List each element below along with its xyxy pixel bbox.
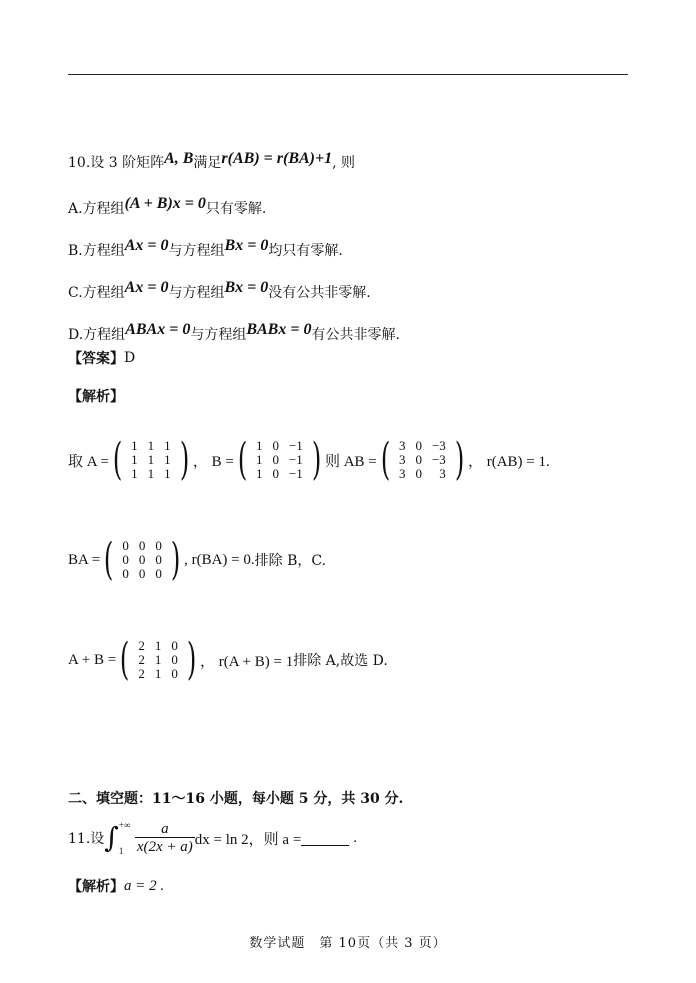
option-c-equation-2: Bx = 0 [224,279,269,296]
matrix-entry: 1 [131,452,138,467]
option-b-equation-2: Bx = 0 [224,237,269,254]
matrix-entry: 1 [154,652,162,667]
answer-blank[interactable] [301,831,349,846]
left-paren: ( [120,634,130,685]
matrix-entry: 2 [138,652,145,667]
q10-matrices: A, B [164,150,194,167]
then-ab-text: 则 AB = [324,453,377,470]
analysis-label: 【解析】 [68,389,124,405]
fraction-numerator: a [161,820,169,837]
integral-upper-limit: +∞ [118,820,131,830]
q11-analysis [68,876,164,896]
fraction-denominator: x(2x + a) [136,838,193,855]
exclude-a-text: 排除 A,故选 D. [293,653,388,669]
matrix-entry: 0 [122,566,129,581]
a-plus-b-label: A + B = [68,651,117,668]
q11-period: . [353,829,358,846]
matrix-b-label: ， B = [192,453,234,470]
take-matrix-a-text: 取 A = [68,453,109,470]
matrix-entry: 0 [155,552,162,567]
matrix-grid [394,439,451,481]
ba-label: BA = [68,551,101,568]
matrix-entry: 0 [415,466,422,481]
matrix-entry: −1 [288,466,303,481]
option-a-tail: 只有零解. [205,201,267,217]
answer-value: D [124,350,136,366]
matrix-entry: −1 [288,452,303,467]
matrix-entry: 0 [138,538,146,553]
matrix-entry: 0 [272,452,279,467]
matrix-entry: 0 [138,566,146,581]
q11-analysis-value: a = 2 . [124,877,165,894]
matrix-a-plus-b [116,634,200,685]
matrix-entry: 0 [122,538,129,553]
option-c-mid: 与方程组 [168,285,225,301]
q10-satisfy-text: 满足 [193,155,222,171]
right-paren: ) [170,534,181,585]
q11-stem [68,820,357,856]
option-b-label: B.方程组 [68,243,125,259]
matrix-entry: 0 [155,538,162,553]
matrix-entry: 0 [415,438,422,453]
matrix-grid [117,539,167,581]
page-footer: 数学试题 第 10页（共 3 页） [249,936,447,951]
option-d-equation-2: BABx = 0 [246,321,312,338]
matrix-ab [377,434,468,485]
left-paren: ( [104,534,114,585]
matrix-b [234,434,325,485]
integrand-fraction [135,821,195,856]
integral-lower-limit: 1 [118,846,124,856]
matrix-entry: −3 [431,438,446,453]
option-d-equation-1: ABAx = 0 [125,321,191,338]
matrix-entry: 0 [171,652,178,667]
header-rule [68,74,628,75]
q10-intro-text: 10.设 3 阶矩阵 [68,155,165,171]
q10-condition: r(AB) = r(BA)+1 [221,150,333,167]
matrix-entry: 1 [164,452,171,467]
analysis-line-3 [68,634,388,685]
rank-a-plus-b-text: ， r(A + B) = 1 [200,653,294,670]
matrix-entry: 1 [131,438,138,453]
matrix-entry: 3 [398,452,406,467]
q10-answer [68,348,135,368]
q10-then-text: , 则 [332,155,356,171]
q10-analysis-heading [68,386,124,406]
option-d-label: D.方程组 [68,327,126,343]
matrix-entry: −3 [431,452,446,467]
left-paren: ( [237,434,248,485]
option-b-tail: 均只有零解. [268,243,343,259]
matrix-grid [251,439,308,481]
matrix-entry: 3 [439,466,446,481]
matrix-entry: 3 [398,438,406,453]
left-paren: ( [380,434,391,485]
matrix-grid [133,639,183,681]
matrix-entry: −1 [288,438,303,453]
matrix-entry: 0 [155,566,162,581]
answer-label: 【答案】 [68,351,124,367]
option-c-tail: 没有公共非零解. [268,285,371,301]
option-d-mid: 与方程组 [190,327,247,343]
option-b-mid: 与方程组 [168,243,225,259]
rank-ba-text: , r(BA) = 0. [184,551,255,568]
matrix-entry: 0 [272,438,279,453]
q11-analysis-label: 【解析】 [68,879,124,895]
matrix-entry: 1 [147,452,155,467]
q10-option-b [68,237,343,260]
matrix-entry: 0 [138,552,146,567]
q10-stem [68,152,355,172]
integral-sign: ∫ [104,821,119,854]
matrix-entry: 1 [154,666,162,681]
matrix-entry: 1 [147,438,155,453]
matrix-entry: 0 [171,666,178,681]
rank-ab-text: ， r(AB) = 1. [467,453,550,470]
option-b-equation-1: Ax = 0 [124,237,169,254]
matrix-entry: 2 [138,638,145,653]
matrix-entry: 0 [122,552,129,567]
matrix-a [109,434,193,485]
integral-limits [119,820,135,856]
matrix-entry: 1 [154,638,162,653]
section-2-heading: 二、填空题：11～16 小题，每小题 5 分，共 30 分. [68,791,404,807]
matrix-entry: 3 [398,466,406,481]
matrix-entry: 1 [255,452,263,467]
matrix-entry: 0 [171,638,178,653]
option-c-label: C.方程组 [68,285,125,301]
matrix-entry: 1 [164,466,171,481]
option-a-equation: (A + B)x = 0 [124,195,206,212]
matrix-entry: 1 [131,466,138,481]
q10-option-a [68,195,267,218]
matrix-entry: 1 [147,466,155,481]
matrix-entry: 1 [255,438,263,453]
matrix-entry: 1 [255,466,263,481]
analysis-line-1 [68,434,550,485]
right-paren: ) [311,434,322,485]
q11-label: 11.设 [68,831,105,847]
matrix-entry: 2 [138,666,145,681]
q10-option-d [68,321,400,344]
matrix-entry: 0 [272,466,279,481]
matrix-grid [126,439,176,481]
option-c-equation-1: Ax = 0 [124,279,169,296]
left-paren: ( [112,434,123,485]
right-paren: ) [454,434,465,485]
right-paren: ) [179,434,189,485]
right-paren: ) [186,634,197,685]
q11-equation-tail: dx = ln 2，则 a = [194,831,302,848]
analysis-line-2 [68,534,327,585]
option-d-tail: 有公共非零解. [311,327,400,343]
option-a-label: A.方程组 [68,201,125,217]
matrix-entry: 0 [415,452,422,467]
matrix-ba [100,534,184,585]
matrix-entry: 1 [164,438,171,453]
exclude-bc-text: 排除 B，C. [254,553,327,569]
q10-option-c [68,279,371,302]
